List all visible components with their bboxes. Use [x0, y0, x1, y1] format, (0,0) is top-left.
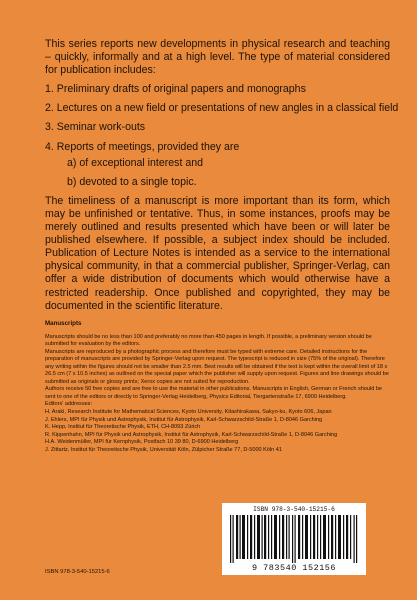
material-list — [45, 83, 399, 189]
editor-address: H.A. Weidenmüller, MPI für Kernphysik, Postfach 10 39 80, D-6900 Heidelberg — [45, 439, 239, 446]
series-description — [45, 38, 399, 313]
list-item: 2. Lectures on a new field or presentations of new angles in a classical field — [45, 102, 399, 115]
manuscripts-paragraph: Manuscripts are reproduced by a photographic process and therefore must be typed with extreme care. Detailed instructions for the preparation of manuscripts are provided by Springer-Verlag upon request. The typescript is reduced in size (75% of the original). Therefore any writing within the figures should not be smaller than 2.5 mm. Best results will be obtained if the text is kept within the overall limit of 18 x 26.5 cm (7 x 10.5 inches) as outlined on the special paper which the publisher will supply upon request. Figures and line drawings should be submitted as originals or glossy prints; Xerox copies are not suited for reproduction. — [45, 348, 389, 385]
sublist-item: a) of exceptional interest and — [67, 156, 204, 169]
barcode-graphic — [228, 515, 360, 563]
isbn-text: ISBN 978-3-540-15215-6 — [45, 569, 110, 575]
manuscripts-heading: Manuscripts — [45, 320, 82, 327]
list-item: 3. Seminar work-outs — [45, 121, 146, 134]
sublist-item: b) devoted to a single topic. — [67, 175, 197, 188]
editor-address: J. Zittartz, Institut für Theoretische Physik, Universität Köln, Zülpicher Straße 77, D-5000 Köln 41 — [45, 446, 282, 453]
meeting-conditions-list — [67, 157, 390, 189]
intro-body: The timeliness of a manuscript is more important than its form, which may be unfinished or tentative. Thus, in some instances, proofs may be merely outlined and results presented which have been or will later be published elsewhere. If possible, a subject index should be included. Publication of Lecture Notes is intended as a service to the international physical community, in that a commercial publisher, Springer-Verlag, can offer a wide distribution of documents which would otherwise have a restricted readership. Once published and copyrighted, they may be documented in the scientific literature. — [45, 194, 390, 312]
intro-lead: This series reports new developments in physical research and teaching – quickly, informally and at a high level. The type of material considered for publication includes: — [45, 38, 390, 77]
manuscripts-paragraph: Authors receive 50 free copies and are free to use the material in other publications. Manuscripts in English, German or French should be sent to one of the editors or directly to Springer-Verlag Heidelberg, Physics Editorial, Tiergartenstraße 17, 6900 Heidelberg. — [45, 386, 382, 400]
list-item — [45, 141, 390, 189]
editor-address: K. Hepp, Institut für Theoretische Physik, ETH, CH-8093 Zürich — [45, 424, 201, 431]
manuscripts-paragraph: Manuscripts should be no less than 100 and preferably no more than 450 pages in length. If possible, a preliminary version should be submitted for evaluation by the editors. — [45, 333, 372, 348]
editor-address: J. Ehlers, MPI für Physik und Astrophysik, Institut für Astrophysik, Karl-Schwarzschild-Straße 1, D-8046 Garching — [45, 416, 323, 423]
barcode-label — [222, 503, 366, 575]
editor-address: R. Kippenhahn, MPI für Physik und Astrophysik, Institut für Astrophysik, Karl-Schwarzschild-Straße 1, D-8046 Garching — [45, 431, 338, 438]
editor-address: H. Araki, Research Institute for Mathematical Sciences, Kyoto University, Kitashirakawa, Sakyo-ku, Kyoto 606, Japan — [45, 409, 332, 416]
manuscripts-section — [45, 320, 390, 454]
barcode-number: 9 783540 152156 — [251, 563, 336, 573]
list-item: 1. Preliminary drafts of original papers and monographs — [45, 83, 306, 96]
list-item-text: 4. Reports of meetings, provided they are — [45, 140, 240, 153]
barcode-isbn: ISBN 978-3-540-15215-6 — [253, 506, 335, 513]
editors-heading: Editors' addresses: — [45, 401, 92, 408]
